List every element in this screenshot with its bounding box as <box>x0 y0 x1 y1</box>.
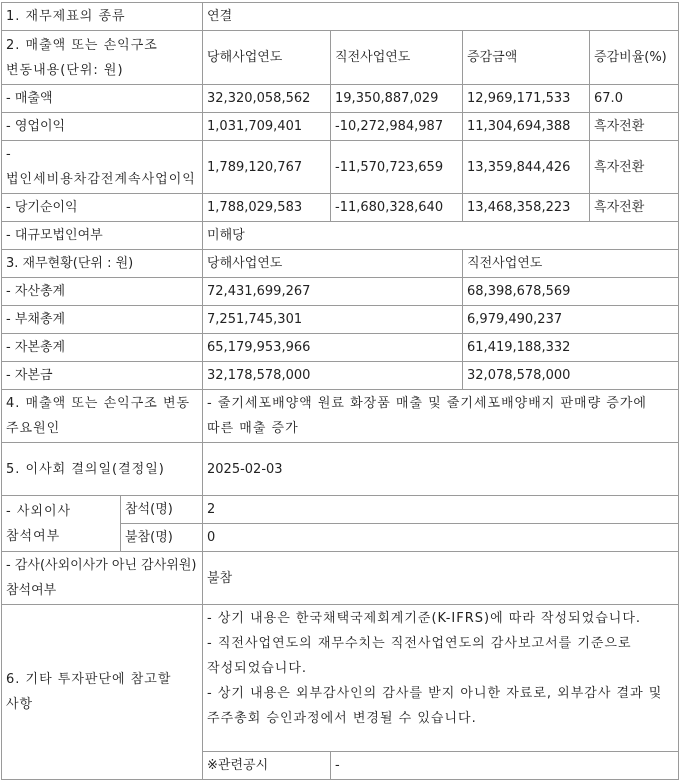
absent-value: 0 <box>203 524 679 552</box>
row-financial-header <box>2 250 679 278</box>
other-notes-label: 6. 기타 투자판단에 참고할 사항 <box>2 605 203 780</box>
note-item: - 직전사업연도의 재무수치는 직전사업연도의 감사보고서를 기준으로 작성되었습니다. <box>207 636 632 676</box>
change-reason-label: 4. 매출액 또는 손익구조 변동 주요원인 <box>2 390 203 443</box>
income-row-ratio: 흑자전환 <box>590 113 679 141</box>
financial-section-label: 3. 재무현황(단위 : 원) <box>2 250 203 278</box>
income-row-prior: -11,680,328,640 <box>331 194 463 222</box>
income-section-label: 2. 매출액 또는 손익구조 변동내용(단위: 원) <box>2 31 203 85</box>
income-row-ratio: 67.0 <box>590 85 679 113</box>
table-row <box>2 362 679 390</box>
income-row-prior: -11,570,723,659 <box>331 141 463 194</box>
income-row-prior: -10,272,984,987 <box>331 113 463 141</box>
auditor-value: 불참 <box>203 552 679 605</box>
table-row <box>2 85 679 113</box>
statement-type-label: 1. 재무제표의 종류 <box>2 3 203 31</box>
related-value: - <box>331 752 679 780</box>
row-change-reason <box>2 390 679 443</box>
other-notes-content <box>203 605 679 752</box>
income-header-prior: 직전사업연도 <box>331 31 463 85</box>
income-row-change: 12,969,171,533 <box>463 85 590 113</box>
change-reason-value: - 줄기세포배양액 원료 화장품 매출 및 줄기세포배양배지 판매량 증가에 따른 매출 증가 <box>203 390 679 443</box>
financial-row-prior: 6,979,490,237 <box>463 306 679 334</box>
income-row-current: 1,789,120,767 <box>203 141 331 194</box>
row-board-date <box>2 443 679 496</box>
income-header-change: 증감금액 <box>463 31 590 85</box>
financial-header-current: 당해사업연도 <box>203 250 463 278</box>
income-row-label: - 당기순이익 <box>2 194 203 222</box>
table-row <box>2 141 679 194</box>
income-row-label: - 매출액 <box>2 85 203 113</box>
financial-row-prior: 61,419,188,332 <box>463 334 679 362</box>
table-row <box>2 278 679 306</box>
financial-header-prior: 직전사업연도 <box>463 250 679 278</box>
note-item: - 상기 내용은 한국채택국제회계기준(K-IFRS)에 따라 작성되었습니다. <box>207 611 642 626</box>
income-row-current: 32,320,058,562 <box>203 85 331 113</box>
financial-row-prior: 68,398,678,569 <box>463 278 679 306</box>
income-row-label: - 법인세비용차감전계속사업이익 <box>2 141 203 194</box>
table-row <box>2 306 679 334</box>
table-row <box>2 113 679 141</box>
financial-row-label: - 자본금 <box>2 362 203 390</box>
income-header-ratio: 증감비율(%) <box>590 31 679 85</box>
financial-row-label: - 자산총계 <box>2 278 203 306</box>
statement-type-value: 연결 <box>203 3 679 31</box>
financial-row-prior: 32,078,578,000 <box>463 362 679 390</box>
financial-row-label: - 부채총계 <box>2 306 203 334</box>
income-row-ratio: 흑자전환 <box>590 194 679 222</box>
row-income-header <box>2 31 679 85</box>
attend-value: 2 <box>203 496 679 524</box>
financial-row-current: 72,431,699,267 <box>203 278 463 306</box>
table-row <box>2 194 679 222</box>
related-label: ※관련공시 <box>203 752 331 780</box>
income-row-change: 13,359,844,426 <box>463 141 590 194</box>
financial-row-current: 7,251,745,301 <box>203 306 463 334</box>
income-row-ratio: 흑자전환 <box>590 141 679 194</box>
large-corp-label: - 대규모법인여부 <box>2 222 203 250</box>
financial-row-current: 32,178,578,000 <box>203 362 463 390</box>
board-date-value: 2025-02-03 <box>203 443 679 496</box>
row-outside-attend <box>2 496 679 524</box>
note-item: - 상기 내용은 외부감사인의 감사를 받지 아니한 자료로, 외부감사 결과 및 주주총회 승인과정에서 변경될 수 있습니다. <box>207 686 663 726</box>
row-auditor <box>2 552 679 605</box>
income-row-current: 1,031,709,401 <box>203 113 331 141</box>
income-row-prior: 19,350,887,029 <box>331 85 463 113</box>
large-corp-value: 미해당 <box>203 222 679 250</box>
row-large-corp <box>2 222 679 250</box>
income-row-change: 13,468,358,223 <box>463 194 590 222</box>
row-other-notes <box>2 605 679 752</box>
income-row-label: - 영업이익 <box>2 113 203 141</box>
income-header-current: 당해사업연도 <box>203 31 331 85</box>
auditor-label: - 감사(사외이사가 아닌 감사위원)참석여부 <box>2 552 203 605</box>
income-row-current: 1,788,029,583 <box>203 194 331 222</box>
row-statement-type <box>2 3 679 31</box>
outside-directors-label: - 사외이사 참석여부 <box>2 496 121 552</box>
financial-row-current: 65,179,953,966 <box>203 334 463 362</box>
financial-row-label: - 자본총계 <box>2 334 203 362</box>
disclosure-table <box>1 2 679 780</box>
absent-label: 불참(명) <box>121 524 203 552</box>
board-date-label: 5. 이사회 결의일(결정일) <box>2 443 203 496</box>
income-row-change: 11,304,694,388 <box>463 113 590 141</box>
attend-label: 참석(명) <box>121 496 203 524</box>
table-row <box>2 334 679 362</box>
